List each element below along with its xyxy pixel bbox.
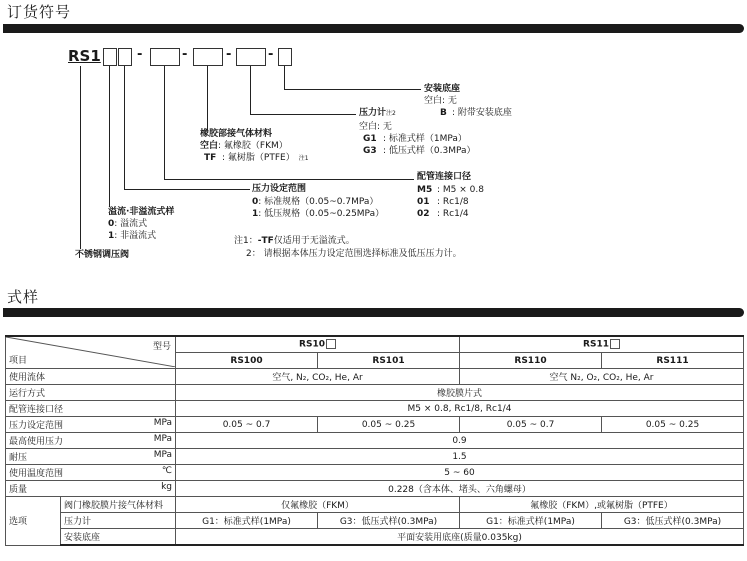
- table-row: [6, 513, 744, 529]
- table-row: [6, 497, 744, 513]
- code-hyphen: -: [137, 47, 143, 62]
- code-prefix: RS1: [68, 47, 101, 65]
- code-box-relief: [103, 48, 117, 66]
- table-row: [6, 529, 744, 546]
- row-label: 压力计: [61, 513, 176, 529]
- code-hyphen: -: [226, 47, 232, 62]
- row-label: 阀门橡胶膜片接气体材料: [61, 497, 176, 513]
- port-opt3: 02 : Rc1/4: [417, 209, 469, 219]
- group-rs10: RS10: [176, 336, 460, 353]
- cell: G1：标准式样(1MPa): [460, 513, 602, 529]
- range-title: 压力设定范围: [252, 184, 307, 194]
- table-row: [6, 417, 744, 433]
- row-label-options: 选项: [6, 497, 61, 546]
- table-row: [6, 465, 744, 481]
- cell: 1.5: [176, 449, 744, 465]
- row-label: 运行方式: [6, 385, 176, 401]
- code-box-range: [118, 48, 132, 66]
- mount-opt1: 空白: 无: [424, 96, 457, 106]
- cell: G3：低压式样(0.3MPa): [318, 513, 460, 529]
- cell: 0.9: [176, 433, 744, 449]
- code-box-gauge: [236, 48, 266, 66]
- cell: 氟橡胶（FKM）,或氟树脂（PTFE）: [460, 497, 744, 513]
- material-opt1: 空白: 氟橡胶（FKM）: [200, 141, 288, 151]
- row-label: 配管连接口径: [6, 401, 176, 417]
- note-2: 2： 请根据本体压力设定范围选择标准及低压压力计。: [246, 249, 462, 259]
- code-box-mount: [278, 48, 292, 66]
- port-opt2: 01 : Rc1/8: [417, 197, 469, 207]
- title-bar: [3, 24, 744, 33]
- spec-table: [5, 335, 744, 546]
- table-row: [6, 433, 744, 449]
- code-box-material: [193, 48, 223, 66]
- cell: G1：标准式样(1MPa): [176, 513, 318, 529]
- gauge-opt3: G3 : 低压式样（0.3MPa）: [363, 146, 476, 156]
- code-hyphen: -: [182, 47, 188, 62]
- cell: 0.05 ~ 0.25: [318, 417, 460, 433]
- gauge-title: 压力计$^{注2}$: [359, 108, 396, 118]
- relief-title: 溢流·非溢流式样: [108, 207, 175, 217]
- model-rs110: RS110: [460, 353, 602, 369]
- relief-opt2: 1: 非溢流式: [108, 231, 157, 241]
- group-rs11: RS11: [460, 336, 744, 353]
- port-opt1: M5 : M5 × 0.8: [417, 185, 484, 195]
- range-opt1: 0: 标准规格（0.05~0.7MPa）: [252, 197, 379, 207]
- row-label: 使用流体: [6, 369, 176, 385]
- header-model: 型号: [152, 342, 171, 352]
- order-code-title: 订货符号: [7, 3, 72, 21]
- table-row: [6, 481, 744, 497]
- model-rs100: RS100: [176, 353, 318, 369]
- header-item: 项目: [9, 356, 28, 366]
- table-row: [6, 385, 744, 401]
- gauge-opt1: 空白: 无: [359, 122, 392, 132]
- material-opt2: TF : 氟树脂（PTFE） $^{注1}$: [204, 153, 309, 163]
- row-label: 安装底座: [61, 529, 176, 546]
- cell: 0.05 ~ 0.25: [602, 417, 744, 433]
- cell: 橡胶膜片式: [176, 385, 744, 401]
- table-row: [6, 336, 744, 353]
- note-1: 注1：-TF仅适用于无溢流式。: [234, 236, 355, 246]
- table-row: [6, 369, 744, 385]
- row-label: 最高使用压力 MPa: [6, 433, 176, 449]
- model-rs111: RS111: [602, 353, 744, 369]
- cell: 0.228（含本体、堵头、六角螺母）: [176, 481, 744, 497]
- row-label: 质量 kg: [6, 481, 176, 497]
- cell: 0.05 ~ 0.7: [460, 417, 602, 433]
- header-corner: [6, 336, 176, 369]
- cell: 仅氟橡胶（FKM）: [176, 497, 460, 513]
- table-row: [6, 401, 744, 417]
- range-opt2: 1: 低压规格（0.05~0.25MPa）: [252, 209, 385, 219]
- code-box-port: [150, 48, 180, 66]
- valve-title: 不锈钢调压阀: [75, 250, 130, 260]
- title-bar: [3, 308, 744, 317]
- cell: 空气, N₂, CO₂, He, Ar: [176, 369, 460, 385]
- mount-opt2: B : 附带安装底座: [440, 108, 512, 118]
- row-label: 压力设定范围 MPa: [6, 417, 176, 433]
- spec-title: 式样: [7, 288, 40, 306]
- row-label: 使用温度范围 ℃: [6, 465, 176, 481]
- gauge-opt2: G1 : 标准式样（1MPa）: [363, 134, 467, 144]
- material-title: 橡胶部接气体材料: [200, 129, 273, 139]
- cell: M5 × 0.8, Rc1/8, Rc1/4: [176, 401, 744, 417]
- table-row: [6, 449, 744, 465]
- relief-opt1: 0: 溢流式: [108, 219, 148, 229]
- code-hyphen: -: [268, 47, 274, 62]
- row-label: 耐压 MPa: [6, 449, 176, 465]
- cell: 平面安装用底座(质量0.035kg): [176, 529, 744, 546]
- cell: 5 ~ 60: [176, 465, 744, 481]
- model-rs101: RS101: [318, 353, 460, 369]
- cell: G3：低压式样(0.3MPa): [602, 513, 744, 529]
- port-title: 配管连接口径: [417, 172, 472, 182]
- mount-title: 安装底座: [424, 84, 461, 94]
- cell: 空气 N₂, O₂, CO₂, He, Ar: [460, 369, 744, 385]
- cell: 0.05 ~ 0.7: [176, 417, 318, 433]
